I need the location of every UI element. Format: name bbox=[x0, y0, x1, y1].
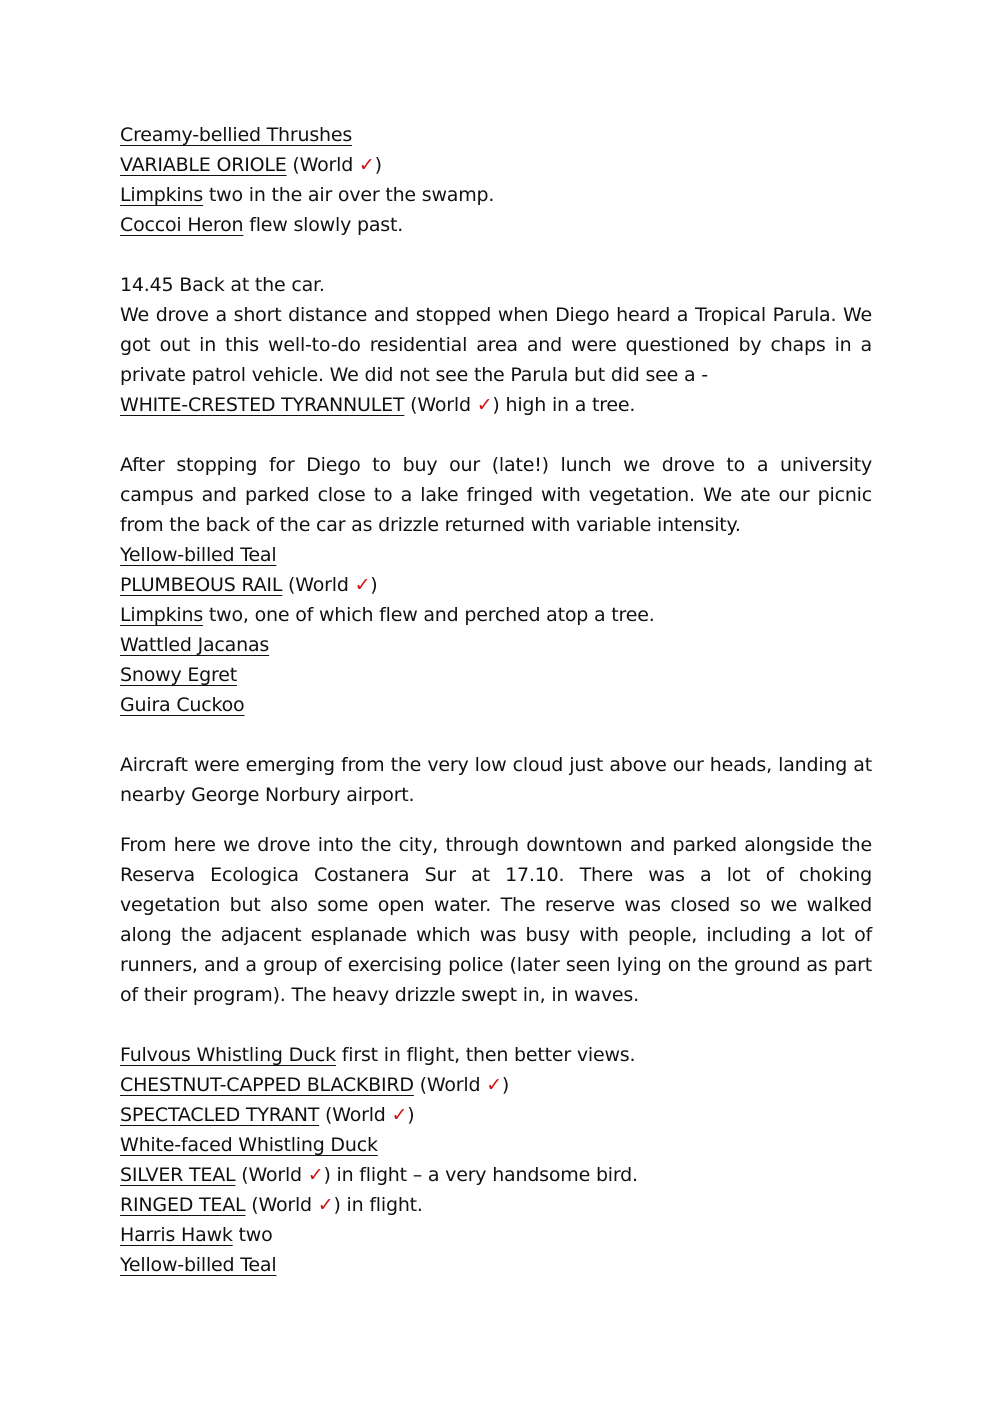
world-tick-note: (World ✓) bbox=[286, 154, 382, 176]
paragraph-lunch: After stopping for Diego to buy our (late!) lunch we drove to a university campus and parked close to a lake fringed with vegetation. We ate our picnic from the back of the car as drizzle returned with variable intensity. bbox=[120, 454, 872, 536]
species-note: two bbox=[232, 1224, 273, 1246]
species-entry bbox=[120, 660, 872, 690]
species-name: VARIABLE ORIOLE bbox=[120, 154, 287, 176]
species-name: White-faced Whistling Duck bbox=[120, 1134, 378, 1156]
time-note: 14.45 Back at the car. bbox=[120, 274, 325, 296]
species-note: in flight. bbox=[340, 1194, 423, 1216]
species-entry bbox=[120, 150, 872, 180]
world-tick-note: (World ✓) bbox=[404, 394, 500, 416]
checkmark-icon: ✓ bbox=[486, 1074, 502, 1096]
species-name: Guira Cuckoo bbox=[120, 694, 245, 716]
species-note: first in flight, then better views. bbox=[335, 1044, 636, 1066]
species-entry bbox=[120, 180, 872, 210]
species-entry bbox=[120, 570, 872, 600]
species-entry bbox=[120, 210, 872, 240]
world-tick-note: (World ✓) bbox=[413, 1074, 510, 1096]
species-entry bbox=[120, 120, 872, 150]
species-entry bbox=[120, 390, 872, 420]
species-entry bbox=[120, 1070, 872, 1100]
species-name: Creamy-bellied Thrushes bbox=[120, 124, 353, 146]
world-tick-note: (World ✓) bbox=[235, 1164, 331, 1186]
species-name: Wattled Jacanas bbox=[120, 634, 270, 656]
species-name: PLUMBEOUS RAIL bbox=[120, 574, 283, 596]
species-name: CHESTNUT-CAPPED BLACKBIRD bbox=[120, 1074, 414, 1096]
species-name: Harris Hawk bbox=[120, 1224, 233, 1246]
species-note: in flight – a very handsome bird. bbox=[330, 1164, 638, 1186]
checkmark-icon: ✓ bbox=[354, 574, 371, 596]
species-name: Limpkins bbox=[120, 184, 204, 206]
checkmark-icon: ✓ bbox=[358, 154, 375, 176]
species-note: two, one of which flew and perched atop a tree. bbox=[203, 604, 655, 626]
species-name: SPECTACLED TYRANT bbox=[120, 1104, 320, 1126]
species-list-3 bbox=[120, 1040, 872, 1280]
species-entry bbox=[120, 1040, 872, 1070]
species-note: flew slowly past. bbox=[243, 214, 404, 236]
species-entry bbox=[120, 690, 872, 720]
species-name: Yellow-billed Teal bbox=[120, 544, 277, 566]
species-entry bbox=[120, 1160, 872, 1190]
species-name: RINGED TEAL bbox=[120, 1194, 246, 1216]
species-entry bbox=[120, 1250, 872, 1280]
checkmark-icon: ✓ bbox=[307, 1164, 324, 1186]
species-entry bbox=[120, 630, 872, 660]
world-tick-note: (World ✓) bbox=[319, 1104, 415, 1126]
species-entry bbox=[120, 1190, 872, 1220]
world-tick-note: (World ✓) bbox=[282, 574, 378, 596]
species-note: two in the air over the swamp. bbox=[203, 184, 495, 206]
species-note: high in a tree. bbox=[499, 394, 636, 416]
paragraph-aircraft: Aircraft were emerging from the very low cloud just above our heads, landing at nearby George Norbury airport. bbox=[120, 754, 872, 806]
species-list-2 bbox=[120, 540, 872, 720]
world-tick-note: (World ✓) bbox=[245, 1194, 341, 1216]
species-name: Limpkins bbox=[120, 604, 204, 626]
species-name: Coccoi Heron bbox=[120, 214, 244, 236]
species-entry bbox=[120, 600, 872, 630]
species-name: SILVER TEAL bbox=[120, 1164, 236, 1186]
species-name: Snowy Egret bbox=[120, 664, 237, 686]
species-name: WHITE-CRESTED TYRANNULET bbox=[120, 394, 405, 416]
paragraph-parula: We drove a short distance and stopped when Diego heard a Tropical Parula. We got out in this well-to-do residential area and were questioned by chaps in a private patrol vehicle. We did not see the Parula but did see a - bbox=[120, 304, 872, 386]
species-entry bbox=[120, 540, 872, 570]
species-entry bbox=[120, 1130, 872, 1160]
species-name: Yellow-billed Teal bbox=[120, 1254, 277, 1276]
species-list-1 bbox=[120, 120, 872, 240]
species-entry bbox=[120, 1220, 872, 1250]
checkmark-icon: ✓ bbox=[476, 394, 493, 416]
species-tyrannulet bbox=[120, 390, 872, 420]
species-entry bbox=[120, 1100, 872, 1130]
document-page bbox=[120, 120, 872, 1280]
checkmark-icon: ✓ bbox=[391, 1104, 408, 1126]
paragraph-reserve: From here we drove into the city, through downtown and parked alongside the Reserva Ecologica Costanera Sur at 17.10. There was a lot of choking vegetation but also some open water. The reserve was closed so we walked along the adjacent esplanade which was busy with people, including a lot of runners, and a group of exercising police (later seen lying on the ground as part of their program). The heavy drizzle swept in, in waves. bbox=[120, 834, 872, 1006]
species-name: Fulvous Whistling Duck bbox=[120, 1044, 336, 1066]
checkmark-icon: ✓ bbox=[317, 1194, 334, 1216]
